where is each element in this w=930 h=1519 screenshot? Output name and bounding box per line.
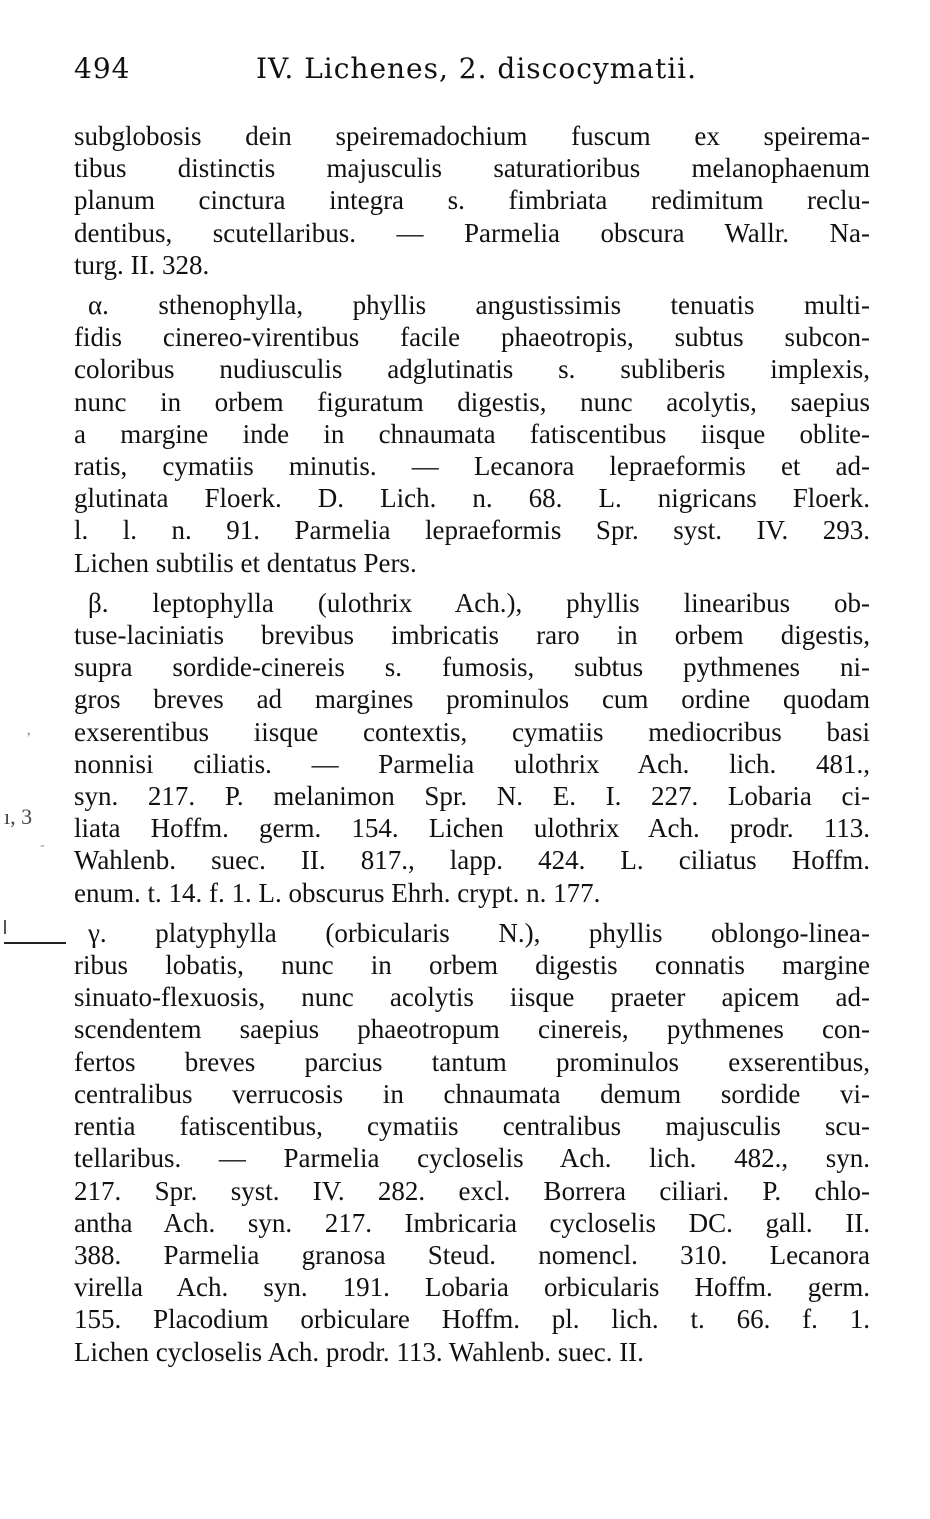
text-line: virella Ach. syn. 191. Lobaria orbicularis Hoffm. germ. <box>74 1272 870 1303</box>
text-line: l. l. n. 91. Parmelia lepraeformis Spr. syst. IV. 293. <box>74 515 870 546</box>
text-line: dentibus, scutellaribus. — Parmelia obscura Wallr. Na- <box>74 217 870 248</box>
text-line: 217. Spr. syst. IV. 282. excl. Borrera ciliari. P. chlo- <box>74 1175 870 1206</box>
paragraph-beta-leptophylla <box>74 587 870 909</box>
paragraph-intro <box>74 120 870 281</box>
text-body <box>74 120 870 1368</box>
text-line: supra sordide-cinereis s. fumosis, subtus pythmenes ni- <box>74 652 870 683</box>
paragraph-alpha-sthenophylla <box>74 289 870 579</box>
text-line: Lichen subtilis et dentatus Pers. <box>74 547 417 578</box>
margin-rule <box>4 942 66 944</box>
text-line: planum cinctura integra s. fimbriata redimitum reclu- <box>74 185 870 216</box>
text-line: nunc in orbem figuratum digestis, nunc acolytis, saepius <box>74 386 870 417</box>
text-line: gros breves ad margines prominulos cum ordine quodam <box>74 684 870 715</box>
text-line: ratis, cymatiis minutis. — Lecanora lepraeformis et ad- <box>74 451 870 482</box>
text-line: scendentem saepius phaeotropum cinereis, pythmenes con- <box>74 1014 870 1045</box>
margin-annotation: ı, 3 <box>4 804 33 829</box>
text-line: tellaribus. — Parmelia cycloselis Ach. lich. 482., syn. <box>74 1143 870 1174</box>
page-header <box>74 46 870 90</box>
text-line: 388. Parmelia granosa Steud. nomencl. 310. Lecanora <box>74 1239 870 1270</box>
text-line: syn. 217. P. melanimon Spr. N. E. I. 227. Lobaria ci- <box>74 781 870 812</box>
text-line: α. sthenophylla, phyllis angustissimis tenuatis multi- <box>88 290 870 321</box>
margin-mark-1: ʼ <box>26 730 32 747</box>
text-line: rentia fatiscentibus, cymatiis centralibus majusculis scu- <box>74 1111 870 1142</box>
text-line: tibus distinctis majusculis saturatioribus melanophaenum <box>74 153 870 184</box>
running-title: IV. Lichenes, 2. discocymatii. <box>256 52 698 85</box>
text-line: sinuato-flexuosis, nunc acolytis iisque praeter apicem ad- <box>74 982 870 1013</box>
text-line: ribus lobatis, nunc in orbem digestis connatis margine <box>74 950 870 981</box>
text-line: γ. platyphylla (orbicularis N.), phyllis oblongo-linea- <box>88 917 870 948</box>
text-line: Wahlenb. suec. II. 817., lapp. 424. L. ciliatus Hoffm. <box>74 845 870 876</box>
text-line: turg. II. 328. <box>74 249 210 280</box>
text-line: 155. Placodium orbiculare Hoffm. pl. lich. t. 66. f. 1. <box>74 1304 870 1335</box>
text-line: antha Ach. syn. 217. Imbricaria cycloselis DC. gall. II. <box>74 1207 870 1238</box>
text-line: fidis cinereo-virentibus facile phaeotropis, subtus subcon- <box>74 322 870 353</box>
page-number: 494 <box>74 52 131 85</box>
text-line: a margine inde in chnaumata fatiscentibus iisque oblite- <box>74 418 870 449</box>
text-line: tuse-laciniatis brevibus imbricatis raro in orbem digestis, <box>74 620 870 651</box>
text-line: subglobosis dein speiremadochium fuscum ex speirema- <box>74 121 870 151</box>
text-line: Lichen cycloselis Ach. prodr. 113. Wahlenb. suec. II. <box>74 1336 644 1367</box>
paragraph-gamma-platyphylla <box>74 917 870 1368</box>
text-line: enum. t. 14. f. 1. L. obscurus Ehrh. crypt. n. 177. <box>74 877 601 908</box>
text-line: glutinata Floerk. D. Lich. n. 68. L. nigricans Floerk. <box>74 483 870 514</box>
text-line: coloribus nudiusculis adglutinatis s. subliberis implexis, <box>74 354 870 385</box>
margin-mark-2: - <box>40 838 45 853</box>
text-line: nonnisi ciliatis. — Parmelia ulothrix Ach. lich. 481., <box>74 748 870 779</box>
text-line: exserentibus iisque contextis, cymatiis mediocribus basi <box>74 716 870 747</box>
text-line: liata Hoffm. germ. 154. Lichen ulothrix Ach. prodr. 113. <box>74 813 870 844</box>
margin-tick <box>4 920 6 934</box>
margin-marks <box>0 0 74 1519</box>
text-line: β. leptophylla (ulothrix Ach.), phyllis linearibus ob- <box>88 587 870 618</box>
text-line: fertos breves parcius tantum prominulos exserentibus, <box>74 1046 870 1077</box>
text-line: centralibus verrucosis in chnaumata demum sordide vi- <box>74 1078 870 1109</box>
